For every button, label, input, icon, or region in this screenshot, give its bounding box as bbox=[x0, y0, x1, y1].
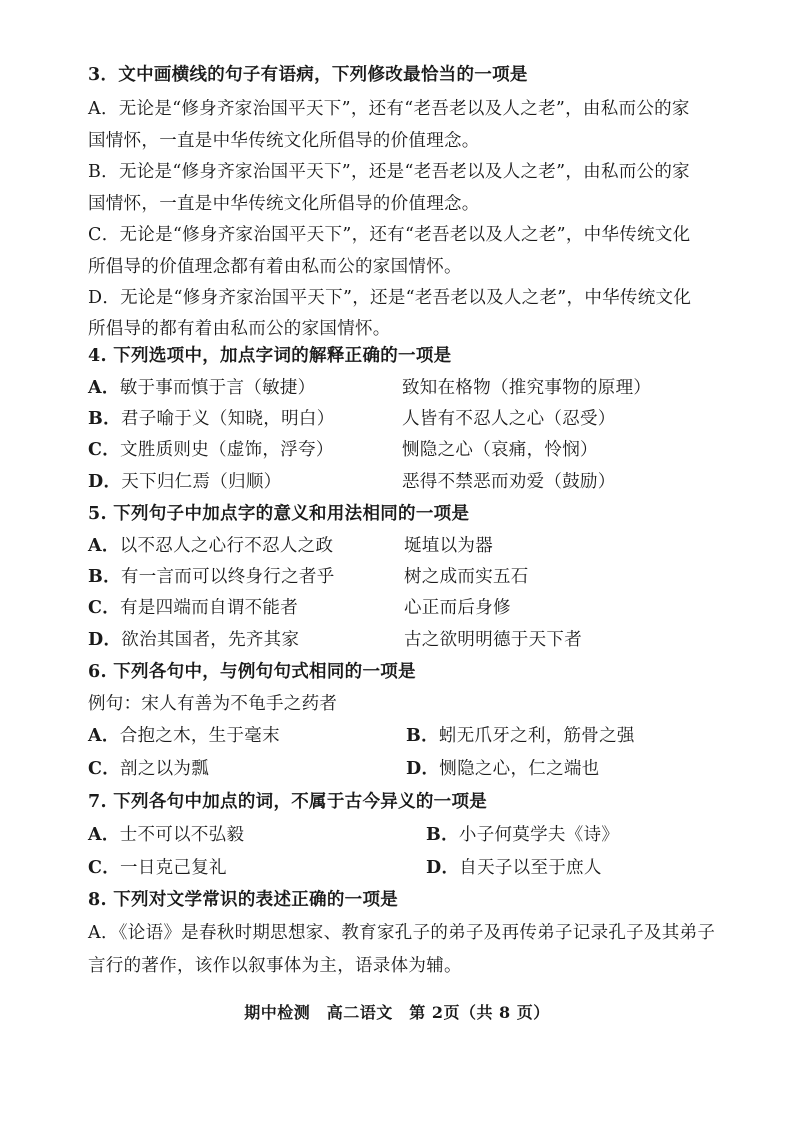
option-label: A． bbox=[88, 825, 120, 845]
option-left-text: 欲治其国者，先齐其家 bbox=[121, 630, 300, 650]
option-label: A． bbox=[88, 726, 120, 746]
question-3-option-b-line2: 国情怀，一直是中华传统文化所倡导的价值理念。 bbox=[88, 194, 480, 214]
option-left-text: 有一言而可以终身行之者乎 bbox=[120, 567, 335, 587]
question-5-option-d bbox=[88, 629, 299, 651]
option-label: B． bbox=[426, 825, 459, 845]
question-5-stem: 5. 下列句子中加点字的意义和用法相同的一项是 bbox=[88, 504, 470, 524]
question-4-option-c-right: 恻隐之心（哀痛，怜悯） bbox=[402, 440, 598, 460]
option-text: 合抱之木，生于毫末 bbox=[119, 726, 280, 746]
option-label: C． bbox=[88, 598, 121, 618]
question-7-stem: 7. 下列各句中加点的词，不属于古今异义的一项是 bbox=[88, 792, 488, 812]
option-left-text: 君子喻于义（知晓，明白） bbox=[120, 409, 335, 429]
option-left-text: 敏于事而慎于言（敏捷） bbox=[119, 378, 316, 398]
question-8-option-a-line1: A．《论语》是春秋时期思想家、教育家孔子的弟子及再传弟子记录孔子及其弟子 bbox=[88, 923, 716, 943]
option-text: 恻隐之心，仁之端也 bbox=[439, 759, 600, 779]
question-8-option-a-line2: 言行的著作，该作以叙事体为主，语录体为辅。 bbox=[88, 956, 462, 976]
question-6-option-b bbox=[406, 725, 635, 747]
option-left-text: 有是四端而自谓不能者 bbox=[120, 598, 299, 618]
question-7-option-d bbox=[426, 857, 602, 879]
option-label: B． bbox=[406, 726, 439, 746]
question-4-option-c bbox=[88, 439, 334, 461]
question-8-stem: 8. 下列对文学常识的表述正确的一项是 bbox=[88, 890, 399, 910]
option-label: D． bbox=[88, 472, 122, 492]
question-5-option-d-right: 古之欲明明德于天下者 bbox=[404, 630, 582, 650]
option-label: C． bbox=[88, 440, 121, 460]
question-5-option-a bbox=[88, 535, 333, 557]
option-text: 小子何莫学夫《诗》 bbox=[458, 825, 620, 845]
question-6-option-d bbox=[406, 758, 599, 780]
question-4-option-b bbox=[88, 408, 335, 430]
option-label: A． bbox=[88, 536, 120, 556]
option-label: B． bbox=[88, 567, 121, 587]
option-text: 自天子以至于庶人 bbox=[459, 858, 602, 878]
option-label: D． bbox=[426, 858, 460, 878]
question-3-option-c-line2: 所倡导的价值理念都有着由私而公的家国情怀。 bbox=[88, 257, 462, 277]
option-text: 蚓无爪牙之利，筋骨之强 bbox=[438, 726, 635, 746]
option-label: C． bbox=[88, 858, 121, 878]
question-4-option-a-right: 致知在格物（推究事物的原理） bbox=[402, 378, 652, 398]
question-3-option-a-line1: A．无论是“修身齐家治国平天下”，还有“老吾老以及人之老”，由私而公的家 bbox=[88, 99, 690, 119]
question-4-option-b-right: 人皆有不忍人之心（忍受） bbox=[402, 409, 616, 429]
question-6-option-a bbox=[88, 725, 280, 747]
question-7-option-a bbox=[88, 824, 244, 846]
question-3-stem: 3．文中画横线的句子有语病，下列修改最恰当的一项是 bbox=[88, 65, 528, 85]
page-footer: 期中检测 高二语文 第 2页（共 8 页） bbox=[244, 1003, 550, 1022]
option-left-text: 文胜质则史（虚饰，浮夸） bbox=[120, 440, 334, 460]
question-6-option-c bbox=[88, 758, 209, 780]
option-label: D． bbox=[406, 759, 440, 779]
question-3-option-c-line1: C．无论是“修身齐家治国平天下”，还有“老吾老以及人之老”，中华传统文化 bbox=[88, 225, 691, 245]
question-4-option-d-right: 恶得不禁恶而劝爱（鼓励） bbox=[402, 472, 616, 492]
question-3-option-d-line1: D．无论是“修身齐家治国平天下”，还是“老吾老以及人之老”，中华传统文化 bbox=[88, 288, 692, 308]
option-label: A． bbox=[88, 378, 120, 398]
question-5-option-c bbox=[88, 597, 298, 619]
question-6-example: 例句：宋人有善为不龟手之药者 bbox=[88, 694, 338, 714]
option-label: B． bbox=[88, 409, 121, 429]
option-label: D． bbox=[88, 630, 122, 650]
option-text: 士不可以不弘毅 bbox=[119, 825, 245, 845]
question-5-option-b-right: 树之成而实五石 bbox=[404, 567, 529, 587]
option-left-text: 天下归仁焉（归顺） bbox=[121, 472, 282, 492]
question-6-stem: 6. 下列各句中，与例句句式相同的一项是 bbox=[88, 662, 416, 682]
question-4-option-d bbox=[88, 471, 281, 493]
question-4-stem: 4. 下列选项中，加点字词的解释正确的一项是 bbox=[88, 346, 452, 366]
question-7-option-b bbox=[426, 824, 619, 846]
option-text: 剖之以为瓢 bbox=[120, 759, 210, 779]
question-4-option-a bbox=[88, 377, 316, 399]
question-5-option-c-right: 心正而后身修 bbox=[404, 598, 511, 618]
option-text: 一日克己复礼 bbox=[120, 858, 227, 878]
question-7-option-c bbox=[88, 857, 227, 879]
question-5-option-a-right: 埏埴以为器 bbox=[404, 536, 493, 556]
question-5-option-b bbox=[88, 566, 335, 588]
option-left-text: 以不忍人之心行不忍人之政 bbox=[119, 536, 334, 556]
option-label: C． bbox=[88, 759, 121, 779]
question-3-option-b-line1: B．无论是“修身齐家治国平天下”，还是“老吾老以及人之老”，由私而公的家 bbox=[88, 162, 690, 182]
question-3-option-a-line2: 国情怀，一直是中华传统文化所倡导的价值理念。 bbox=[88, 131, 480, 151]
question-3-option-d-line2: 所倡导的都有着由私而公的家国情怀。 bbox=[88, 319, 391, 339]
